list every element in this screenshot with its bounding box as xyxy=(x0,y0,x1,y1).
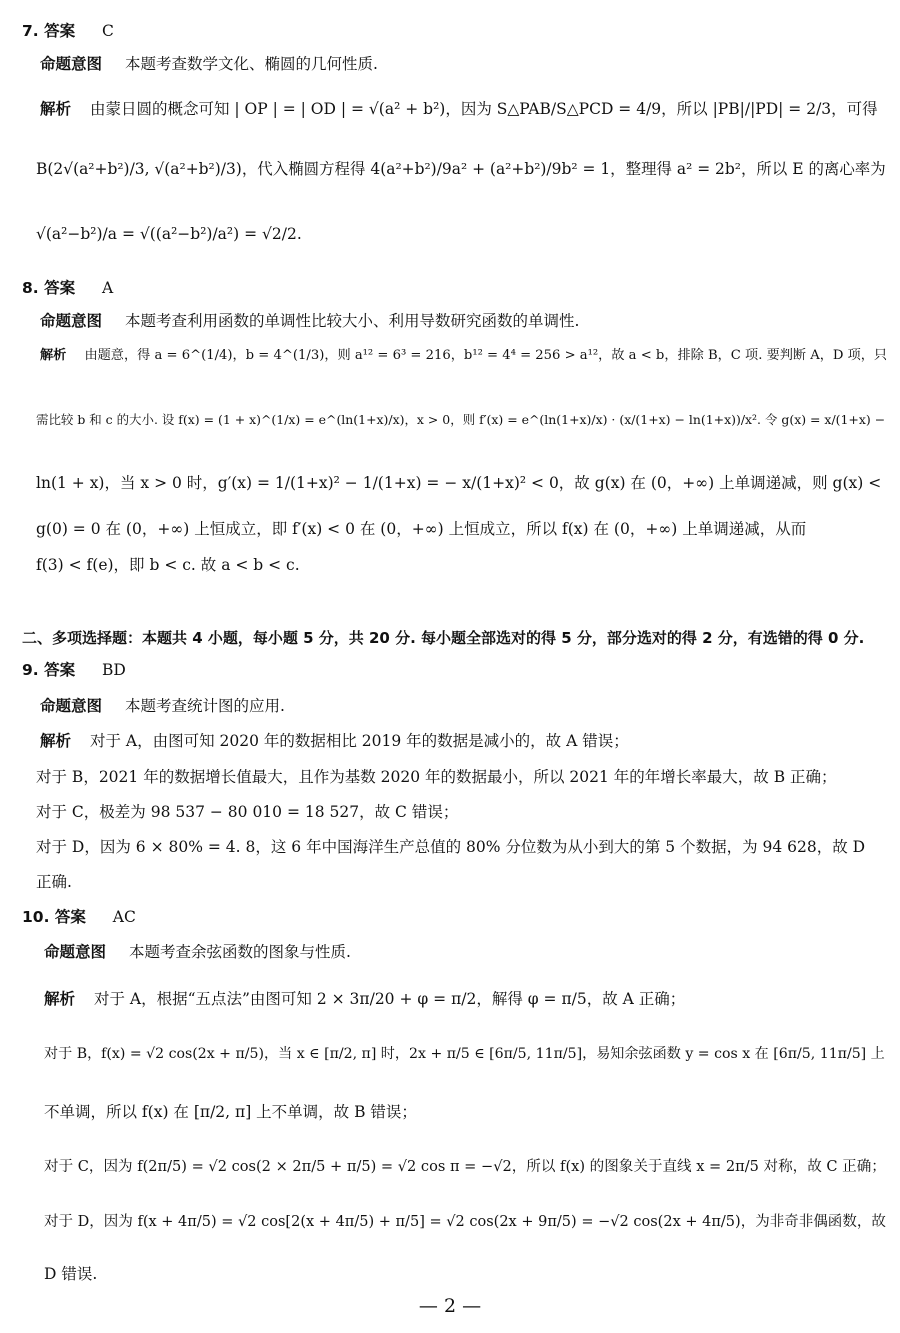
q8-analysis-line4: g(0) = 0 在 (0，+∞) 上恒成立，即 f′(x) < 0 在 (0，+∞) 上恒成立，所以 f(x) 在 (0，+∞) 上单调递减，从而 xyxy=(36,520,807,538)
q7-intent xyxy=(40,55,378,74)
q9-intent-text: 本题考查统计图的应用. xyxy=(124,697,285,715)
q9-intent-label: 命题意图 xyxy=(40,697,103,715)
q7-analysis-line2: B(2√(a²+b²)/3, √(a²+b²)/3)，代入椭圆方程得 4(a²+b²)/9a² + (a²+b²)/9b² = 1，整理得 a² = 2b²，所以 E 的离心率为 xyxy=(36,160,886,178)
q10-intent-label: 命题意图 xyxy=(44,943,107,961)
q10-answer-label: 10. 答案 xyxy=(22,908,86,926)
q8-answer xyxy=(22,279,113,298)
q8-line1-text: 由题意，得 a = 6^(1/4)，b = 4^(1/3)，则 a¹² = 6³ = 216，b¹² = 4⁴ = 256 > a¹²，故 a < b，排除 B，C 项. 要判断 A，D 项，只 xyxy=(84,348,888,363)
q7-answer-value: C xyxy=(102,22,114,40)
q10-line1-text: 对于 A，根据“五点法”由图可知 2 × 3π/20 + φ = π/2，解得 φ = π/5，故 A 正确； xyxy=(93,990,686,1008)
q8-analysis-line3: ln(1 + x)，当 x > 0 时，g′(x) = 1/(1+x)² − 1/(1+x) = − x/(1+x)² < 0，故 g(x) 在 (0，+∞) 上单调递减，则 g(x) < xyxy=(36,474,882,492)
q10-analysis-label: 解析 xyxy=(44,990,76,1008)
q8-answer-value: A xyxy=(102,279,114,297)
q9-answer-label: 9. 答案 xyxy=(22,661,76,679)
q9-answer xyxy=(22,661,126,680)
q10-analysis-line6: D 错误. xyxy=(44,1265,98,1283)
q7-answer-label: 7. 答案 xyxy=(22,22,76,40)
q8-intent-text: 本题考查利用函数的单调性比较大小、利用导数研究函数的单调性. xyxy=(124,312,580,330)
q9-line1-text: 对于 A，由图可知 2020 年的数据相比 2019 年的数据是减小的，故 A 错误； xyxy=(89,732,629,750)
q9-analysis-line1 xyxy=(40,732,629,751)
q8-analysis-line5: f(3) < f(e)，即 b < c. 故 a < b < c. xyxy=(36,556,300,574)
q9-analysis-line2: 对于 B，2021 年的数据增长值最大，且作为基数 2020 年的数据最小，所以 2021 年的年增长率最大，故 B 正确； xyxy=(36,768,837,786)
q7-line1-text: 由蒙日圆的概念可知 | OP | = | OD | = √(a² + b²)，因为 S△PAB/S△PCD = 4/9，所以 |PB|/|PD| = 2/3，可得 xyxy=(89,100,878,118)
q7-analysis-line3: √(a²−b²)/a = √((a²−b²)/a²) = √2/2. xyxy=(36,225,302,243)
q9-analysis-label: 解析 xyxy=(40,732,72,750)
q10-answer-value: AC xyxy=(112,908,136,926)
q8-analysis-line2: 需比较 b 和 c 的大小. 设 f(x) = (1 + x)^(1/x) = e^(ln(1+x)/x)，x > 0，则 f′(x) = e^(ln(1+x)/x) · (x/(1+x) − ln(1+x))/x². 令 g(x) = x/(1+x) − xyxy=(36,412,886,427)
q10-answer xyxy=(22,908,136,927)
q7-intent-text: 本题考查数学文化、椭圆的几何性质. xyxy=(124,55,378,73)
q10-intent-text: 本题考查余弦函数的图象与性质. xyxy=(128,943,351,961)
q9-intent xyxy=(40,697,285,716)
q7-analysis-label: 解析 xyxy=(40,100,72,118)
q8-analysis-line1 xyxy=(40,348,887,364)
section-multi-choice-heading: 二、多项选择题：本题共 4 小题，每小题 5 分，共 20 分. 每小题全部选对的得 5 分，部分选对的得 2 分，有选错的得 0 分. xyxy=(22,629,865,647)
q7-answer xyxy=(22,22,114,41)
q9-analysis-line5: 正确. xyxy=(36,873,72,891)
q7-intent-label: 命题意图 xyxy=(40,55,103,73)
q10-intent xyxy=(44,943,351,962)
q8-answer-label: 8. 答案 xyxy=(22,279,76,297)
q9-answer-value: BD xyxy=(102,661,126,679)
q10-analysis-line5: 对于 D，因为 f(x + 4π/5) = √2 cos[2(x + 4π/5) + π/5] = √2 cos(2x + 9π/5) = −√2 cos(2x + 4π/5)，为非奇非偶函数，故 xyxy=(44,1214,886,1230)
q8-intent xyxy=(40,312,579,331)
q8-analysis-label: 解析 xyxy=(40,348,67,363)
page-number: — 2 — xyxy=(418,1295,482,1317)
q10-analysis-line3: 不单调，所以 f(x) 在 [π/2, π] 上不单调，故 B 错误； xyxy=(44,1103,417,1121)
q7-analysis-line1 xyxy=(40,100,878,119)
q10-analysis-line1 xyxy=(44,990,685,1009)
q9-analysis-line4: 对于 D，因为 6 × 80% = 4. 8，这 6 年中国海洋生产总值的 80% 分位数为从小到大的第 5 个数据，为 94 628，故 D xyxy=(36,838,866,856)
q9-analysis-line3: 对于 C，极差为 98 537 − 80 010 = 18 527，故 C 错误； xyxy=(36,803,459,821)
q10-analysis-line2: 对于 B，f(x) = √2 cos(2x + π/5)，当 x ∈ [π/2, π] 时，2x + π/5 ∈ [6π/5, 11π/5]，易知余弦函数 y = cos x 在 [6π/5, 11π/5] 上 xyxy=(44,1046,885,1062)
q10-analysis-line4: 对于 C，因为 f(2π/5) = √2 cos(2 × 2π/5 + π/5) = √2 cos π = −√2，所以 f(x) 的图象关于直线 x = 2π/5 对称，故 C 正确； xyxy=(44,1158,886,1175)
q8-intent-label: 命题意图 xyxy=(40,312,103,330)
